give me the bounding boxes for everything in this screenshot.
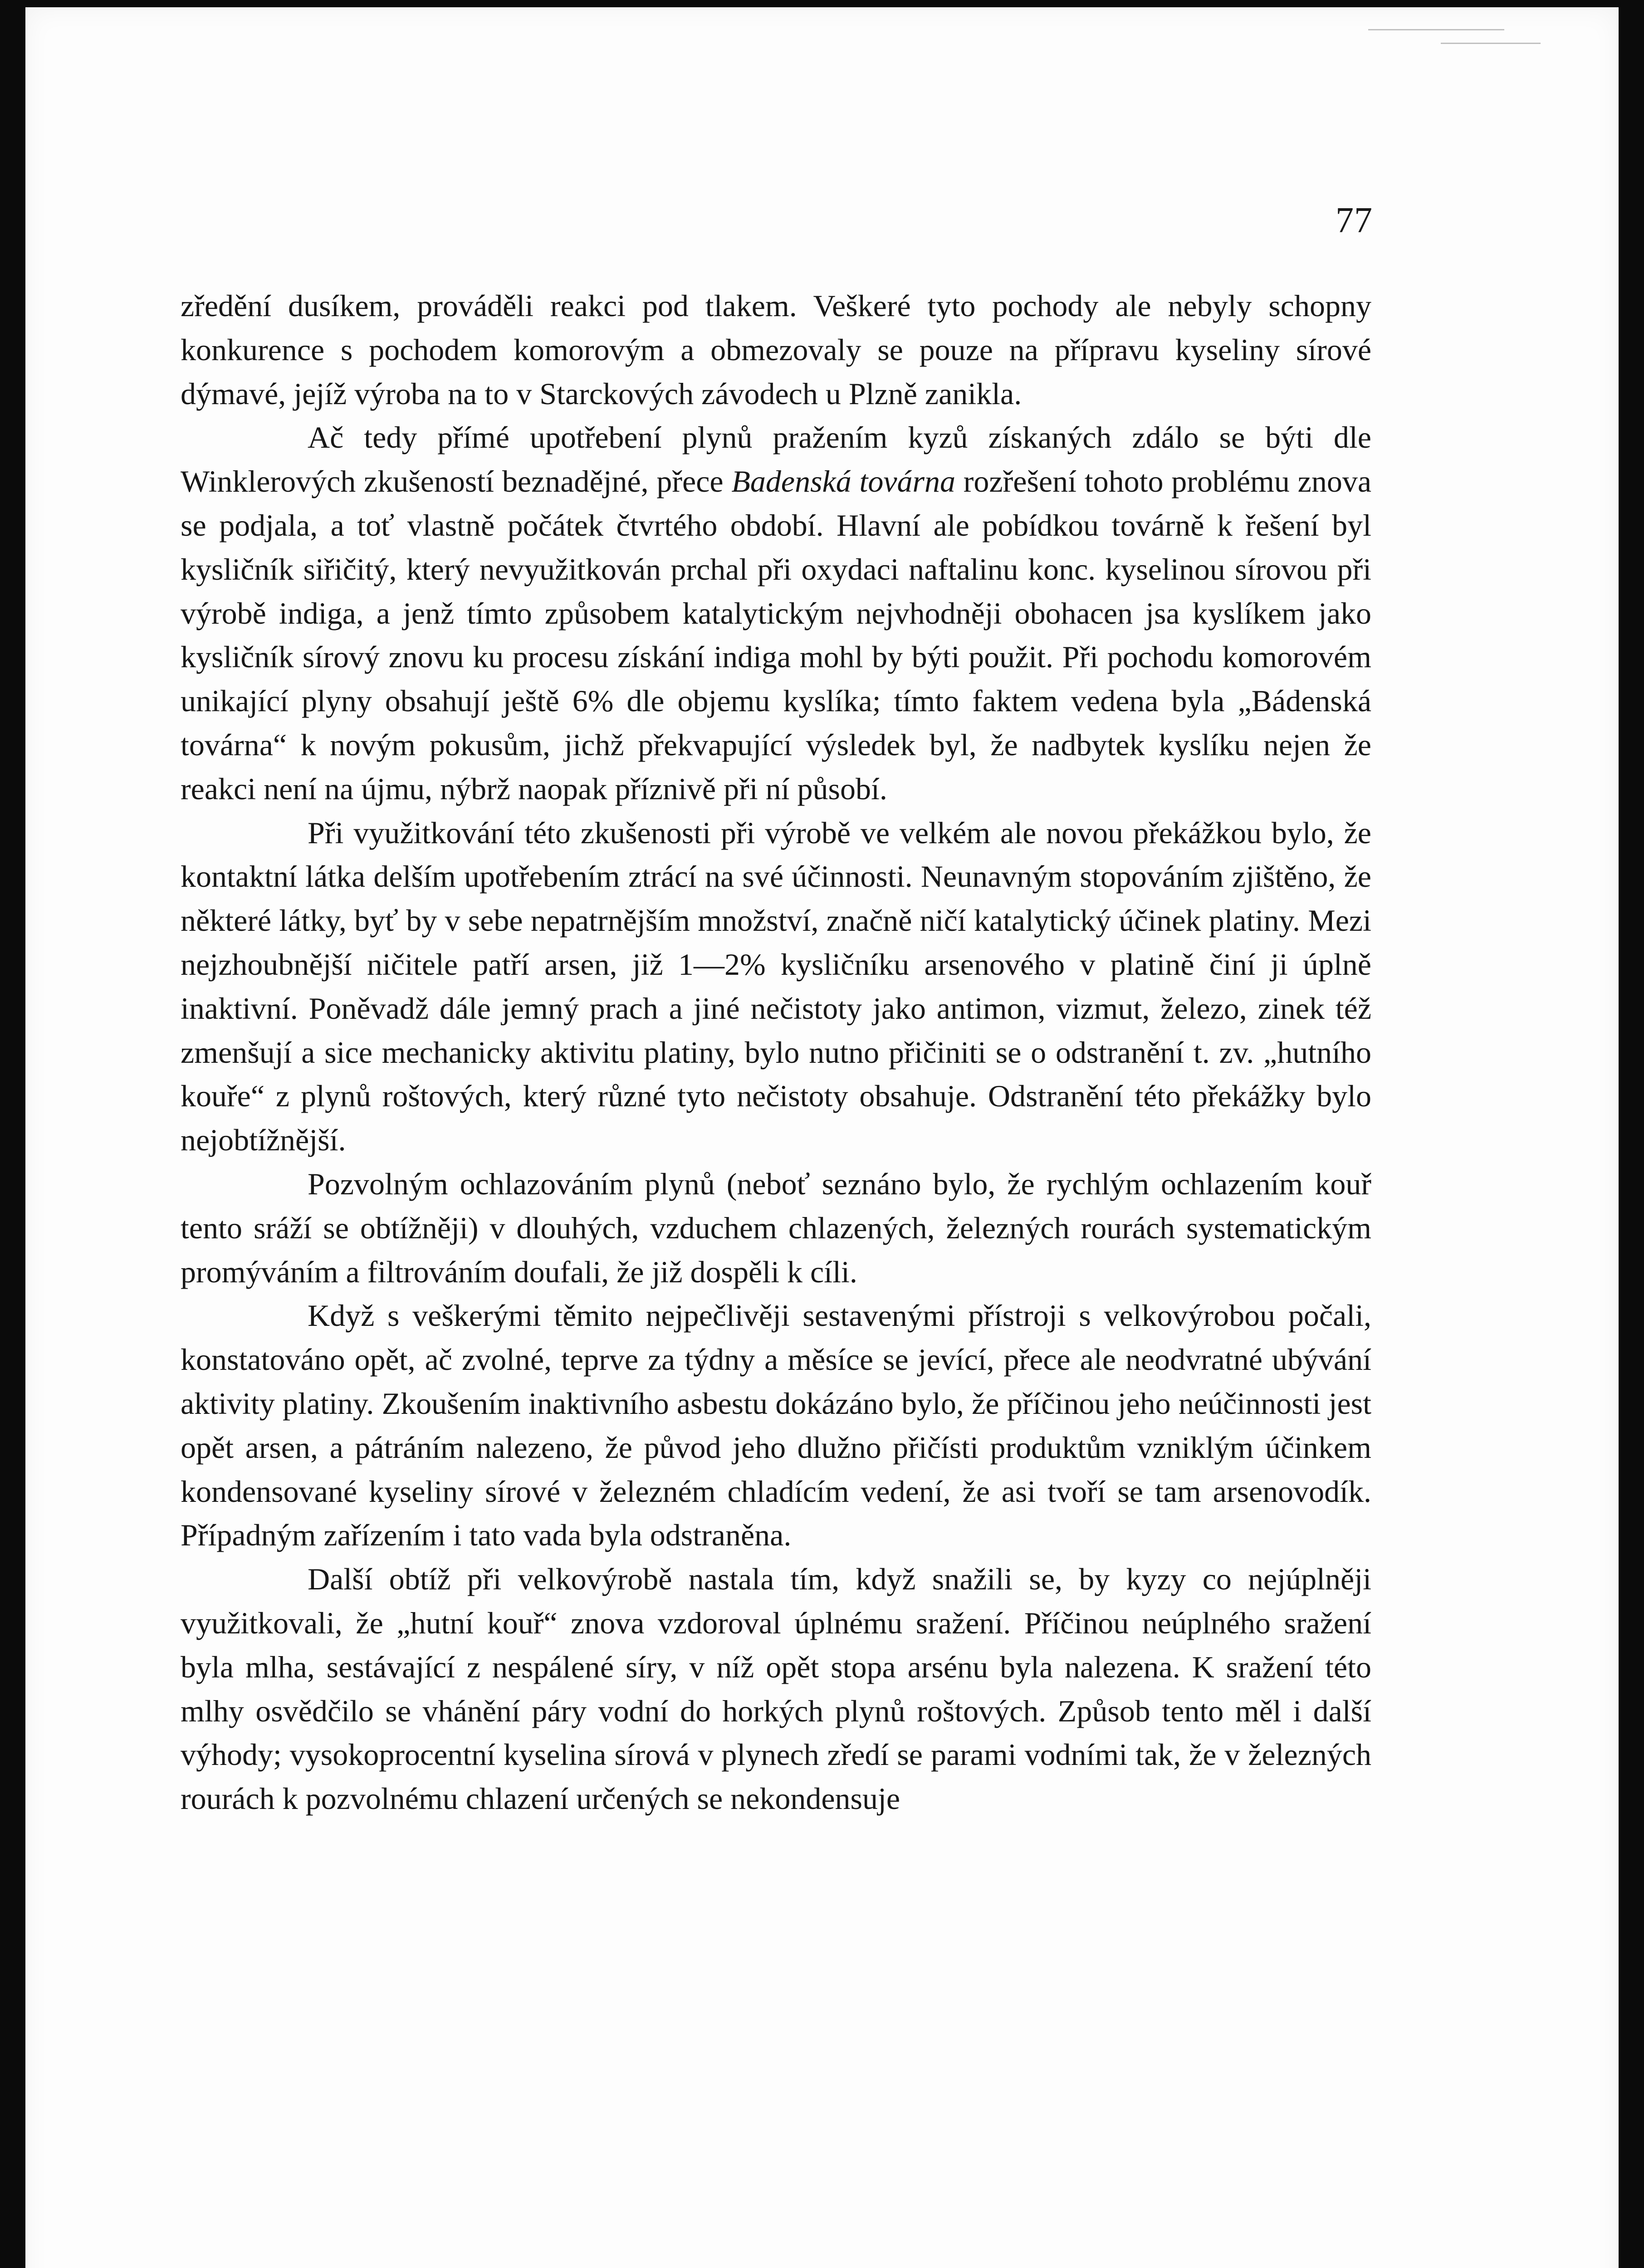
scan-artifact [1368, 29, 1504, 30]
book-page [25, 7, 1619, 2268]
paragraph: Pozvolným ochlazováním plynů (neboť seznáno bylo, že rychlým ochlazením kouř tento sráží se obtížněji) v dlouhých, vzduchem chlazených, železných rourách systematickým promýváním a filtrováním doufali, že již dospěli k cíli. [181, 1166, 1371, 1289]
paragraph: Když s veškerými těmito nejpečlivěji sestavenými přístroji s velkovýrobou počali, konstatováno opět, ač zvolné, teprve za týdny a měsíce se jevící, přece ale neodvratné ubývání aktivity platiny. Zkoušením inaktivního asbestu dokázáno bylo, že příčinou jeho neúčinnosti jest opět arsen, a pátráním nalezeno, že původ jeho dlužno přičísti produktům vzniklým účinkem kondensované kyseliny sírové v železném chladícím vedení, že asi tvoří se tam arsenovodík. Případným zařízením i tato vada byla odstraněna. [181, 1298, 1371, 1553]
scan-artifact [1441, 43, 1541, 44]
paragraph [181, 415, 1371, 811]
page-number: 77 [1336, 200, 1373, 240]
paragraph: zředění dusíkem, prováděli reakci pod tlakem. Veškeré tyto pochody ale nebyly schopny konkurence s pochodem komorovým a obmezovaly se pouze na přípravu kyseliny sírové dýmavé, jejíž výroba na to v Starckových závodech u Plzně zanikla. [181, 288, 1371, 411]
text-run: Ač tedy přímé upotřebení plynů pražením kyzů získaných zdálo se býti dle Winklerových zkušeností beznadějné, přece [181, 420, 1371, 499]
paragraph: Při využitkování této zkušenosti při výrobě ve velkém ale novou překážkou bylo, že kontaktní látka delším upotřebením ztrácí na své účinnosti. Neunavným stopováním zjištěno, že některé látky, byť by v sebe nepatrnějším množství, značně ničí katalytický účinek platiny. Mezi nejzhoubnější ničitele patří arsen, již 1—2% kysličníku arsenového v platině činí ji úplně inaktivní. Poněvadž dále jemný prach a jiné nečistoty jako antimon, vizmut, železo, zinek též zmenšují a sice mechanicky aktivitu platiny, bylo nutno přičiniti se o odstranění t. zv. „hutního kouře“ z plynů roštových, který různé tyto nečistoty obsahuje. Odstranění této překážky bylo nejobtížnější. [181, 815, 1371, 1158]
text-run: rozřešení tohoto problému znova se podjala, a toť vlastně počátek čtvrtého období. Hlavní ale pobídkou továrně k řešení byl kysličník siřičitý, který nevyužitkován prchal při oxydaci naftalinu konc. kyselinou sírovou při výrobě indiga, a jenž tímto způsobem katalytickým nejvhodněji obohacen jsa kyslíkem jako kysličník sírový znovu ku procesu získání indiga mohl by býti použit. Při pochodu komorovém unikající plyny obsahují ještě 6% dle objemu kyslíka; tímto faktem vedena byla „Bádenská továrna“ k novým pokusům, jichž překvapující výsledek byl, že nadbytek kyslíku nejen že reakci není na újmu, nýbrž naopak příznivě při ní působí. [181, 464, 1372, 806]
body-text [181, 284, 1371, 1821]
emphasized-name: Badenská továrna [731, 464, 956, 499]
paragraph: Další obtíž při velkovýrobě nastala tím, když snažili se, by kyzy co nejúplněji využitkovali, že „hutní kouř“ znova vzdoroval úplnému sražení. Příčinou neúplného sražení byla mlha, sestávající z nespálené síry, v níž opět stopa arsénu byla nalezena. K sražení této mlhy osvědčilo se vhánění páry vodní do horkých plynů roštových. Způsob tento měl i další výhody; vysokoprocentní kyselina sírová v plynech zředí se parami vodními tak, že v železných rourách k pozvolnému chlazení určených se nekondensuje [181, 1562, 1371, 1816]
